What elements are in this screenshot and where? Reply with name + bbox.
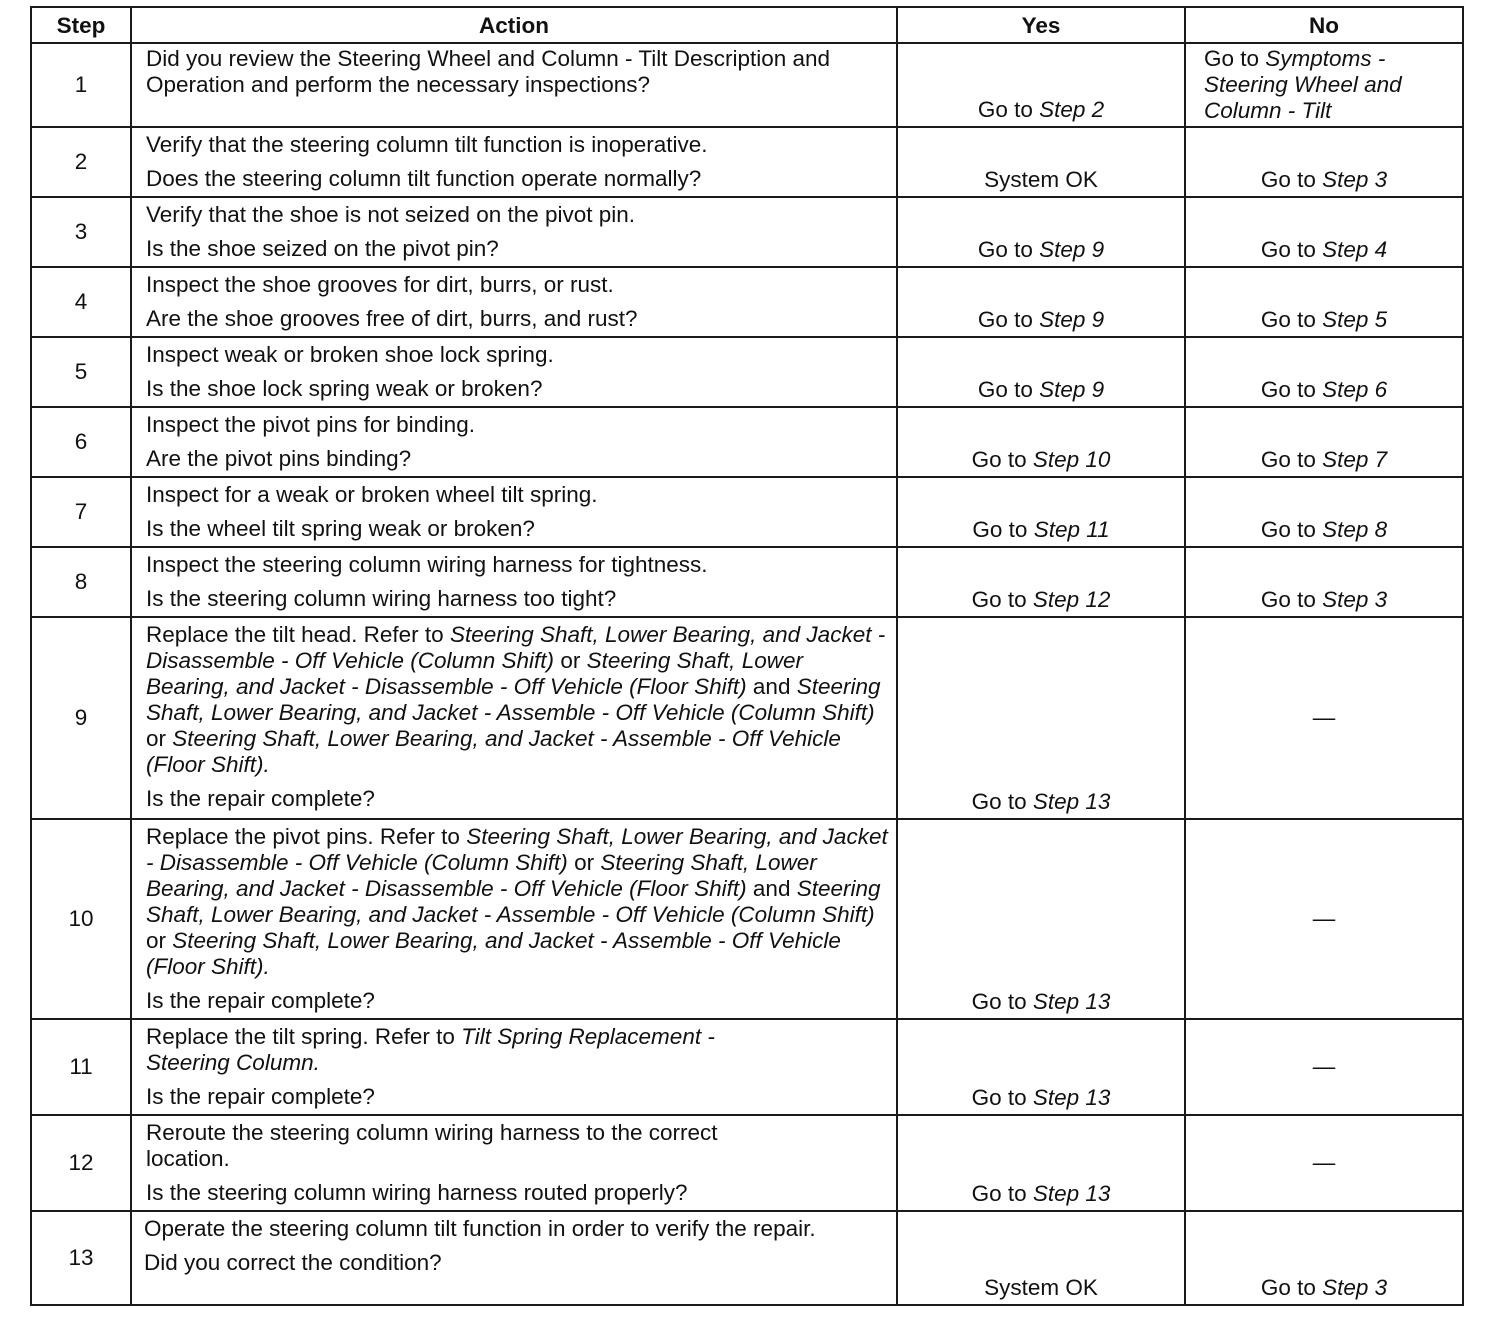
yes-step-link[interactable]: Step 9 (1039, 237, 1105, 262)
action-text: Inspect weak or broken shoe lock spring. (146, 342, 554, 367)
yes-cell (897, 43, 1185, 127)
procedure-link[interactable]: Steering Shaft, Lower Bearing, and Jacket - Disassemble - Off Vehicle (Column Shift) (146, 622, 886, 673)
action-cell (131, 1115, 897, 1211)
action-lead: Replace the tilt head. Refer to (146, 622, 444, 647)
no-cell (1185, 197, 1463, 267)
goto-prefix: Go to (971, 587, 1027, 612)
yes-cell (897, 1019, 1185, 1115)
header-row (31, 7, 1463, 43)
goto-prefix: Go to (977, 307, 1033, 332)
yes-step-link[interactable]: Step 9 (1039, 377, 1105, 402)
table-row (31, 43, 1463, 127)
step-number: 4 (31, 267, 131, 337)
no-cell (1185, 337, 1463, 407)
question-text: Are the pivot pins binding? (146, 446, 412, 471)
action-text: Inspect the steering column wiring harness for tightness. (146, 552, 708, 577)
action-cell (131, 407, 897, 477)
no-cell (1185, 1115, 1463, 1211)
yes-result: System OK (984, 1275, 1098, 1300)
step-number: 11 (31, 1019, 131, 1115)
step-number: 2 (31, 127, 131, 197)
no-step-link[interactable]: Step 3 (1322, 587, 1388, 612)
no-cell (1185, 1019, 1463, 1115)
connector-text: or (146, 726, 167, 751)
question-text: Is the shoe lock spring weak or broken? (146, 376, 543, 401)
action-lead: Replace the tilt spring. Refer to (146, 1024, 455, 1049)
goto-prefix: Go to (1260, 377, 1316, 402)
step-number: 7 (31, 477, 131, 547)
no-cell (1185, 43, 1463, 127)
step-number: 13 (31, 1211, 131, 1305)
no-symptoms-link[interactable]: Symptoms - Steering Wheel and Column - Tilt (1204, 46, 1402, 123)
action-cell (131, 547, 897, 617)
table-row (31, 127, 1463, 197)
procedure-link[interactable]: Steering Shaft, Lower Bearing, and Jacket - Assemble - Off Vehicle (Floor Shift). (146, 928, 841, 979)
yes-cell (897, 337, 1185, 407)
step-number: 8 (31, 547, 131, 617)
table-row (31, 547, 1463, 617)
no-step-link[interactable]: Step 8 (1322, 517, 1388, 542)
goto-prefix: Go to (977, 97, 1033, 122)
no-cell (1185, 617, 1463, 819)
yes-cell (897, 819, 1185, 1019)
table-row (31, 267, 1463, 337)
table-row (31, 477, 1463, 547)
step-number: 10 (31, 819, 131, 1019)
action-text: Reroute the steering column wiring harness to the correct location. (146, 1120, 718, 1171)
yes-cell (897, 197, 1185, 267)
connector-text: or (560, 648, 581, 673)
action-text (146, 824, 888, 980)
connector-text: or (574, 850, 595, 875)
procedure-link[interactable]: Steering Shaft, Lower Bearing, and Jacket - Assemble - Off Vehicle (Floor Shift). (146, 726, 841, 777)
question-text: Is the wheel tilt spring weak or broken? (146, 516, 535, 541)
no-cell (1185, 819, 1463, 1019)
question-text: Are the shoe grooves free of dirt, burrs, and rust? (146, 306, 638, 331)
step-number: 9 (31, 617, 131, 819)
action-cell (131, 617, 897, 819)
goto-prefix: Go to (1260, 587, 1316, 612)
connector-text: and (752, 674, 791, 699)
yes-step-link[interactable]: Step 2 (1039, 97, 1105, 122)
no-cell (1185, 127, 1463, 197)
goto-prefix: Go to (1260, 167, 1316, 192)
step-number: 6 (31, 407, 131, 477)
action-text: Verify that the steering column tilt function is inoperative. (146, 132, 708, 157)
yes-cell (897, 1115, 1185, 1211)
action-cell (131, 337, 897, 407)
no-step-link[interactable]: Step 3 (1322, 1275, 1388, 1300)
action-text: Inspect the pivot pins for binding. (146, 412, 475, 437)
header-no: No (1185, 7, 1463, 43)
yes-cell (897, 1211, 1185, 1305)
not-applicable-dash: — (1312, 1054, 1336, 1079)
action-text: Inspect for a weak or broken wheel tilt spring. (146, 482, 598, 507)
yes-cell (897, 407, 1185, 477)
no-step-link[interactable]: Step 6 (1322, 377, 1388, 402)
yes-step-link[interactable]: Step 13 (1032, 989, 1111, 1014)
no-cell (1185, 267, 1463, 337)
goto-prefix: Go to (1260, 517, 1316, 542)
table-row (31, 1211, 1463, 1305)
goto-prefix: Go to (1260, 307, 1316, 332)
yes-cell (897, 477, 1185, 547)
goto-prefix: Go to (1260, 237, 1316, 262)
table-row (31, 337, 1463, 407)
question-text: Is the shoe seized on the pivot pin? (146, 236, 499, 261)
procedure-link[interactable]: Steering Shaft, Lower Bearing, and Jacket - Assemble - Off Vehicle (Column Shift) (146, 674, 881, 725)
table-row (31, 1019, 1463, 1115)
header-action: Action (131, 7, 897, 43)
yes-cell (897, 127, 1185, 197)
question-text: Is the steering column wiring harness too tight? (146, 586, 617, 611)
goto-prefix: Go to (977, 377, 1033, 402)
step-number: 3 (31, 197, 131, 267)
question-text: Is the repair complete? (146, 786, 375, 811)
table-row (31, 819, 1463, 1019)
yes-step-link[interactable]: Step 13 (1032, 1181, 1111, 1206)
action-cell (131, 267, 897, 337)
yes-cell (897, 547, 1185, 617)
action-text (146, 1024, 888, 1076)
action-text: Verify that the shoe is not seized on the pivot pin. (146, 202, 636, 227)
procedure-link[interactable]: Steering Shaft, Lower Bearing, and Jacket - Disassemble - Off Vehicle (Floor Shift) (146, 850, 817, 901)
header-step: Step (31, 7, 131, 43)
action-text: Did you review the Steering Wheel and Column - Tilt Description and Operation and perform the necessary inspections? (146, 46, 831, 97)
goto-prefix: Go to (971, 1181, 1027, 1206)
not-applicable-dash: — (1312, 1150, 1336, 1175)
goto-prefix: Go to (972, 517, 1028, 542)
no-step-link[interactable]: Step 4 (1322, 237, 1388, 262)
table-row (31, 617, 1463, 819)
no-cell (1185, 1211, 1463, 1305)
procedure-link[interactable]: Steering Shaft, Lower Bearing, and Jacket - Assemble - Off Vehicle (Column Shift) (146, 876, 881, 927)
yes-step-link[interactable]: Step 10 (1032, 447, 1111, 472)
yes-cell (897, 267, 1185, 337)
header-yes: Yes (897, 7, 1185, 43)
table-row (31, 197, 1463, 267)
diagnostic-table (30, 6, 1464, 1306)
goto-prefix: Go to (971, 447, 1027, 472)
action-cell (131, 127, 897, 197)
goto-prefix: Go to (971, 1085, 1027, 1110)
yes-result: System OK (984, 167, 1098, 192)
action-text: Inspect the shoe grooves for dirt, burrs, or rust. (146, 272, 614, 297)
action-lead: Replace the pivot pins. Refer to (146, 824, 460, 849)
action-text: Operate the steering column tilt function in order to verify the repair. (144, 1216, 816, 1241)
action-text (146, 622, 888, 778)
step-number: 5 (31, 337, 131, 407)
not-applicable-dash: — (1312, 906, 1336, 931)
question-text: Did you correct the condition? (144, 1250, 442, 1275)
action-cell (131, 1211, 897, 1305)
question-text: Is the repair complete? (146, 988, 375, 1013)
no-cell (1185, 477, 1463, 547)
no-step-link[interactable]: Step 7 (1322, 447, 1388, 472)
yes-step-link[interactable]: Step 12 (1032, 587, 1111, 612)
action-cell (131, 819, 897, 1019)
goto-prefix: Go to (971, 989, 1027, 1014)
goto-prefix: Go to (1260, 447, 1316, 472)
yes-step-link[interactable]: Step 13 (1032, 1085, 1111, 1110)
question-text: Is the steering column wiring harness routed properly? (146, 1180, 688, 1205)
goto-prefix: Go to (1260, 1275, 1316, 1300)
step-number: 12 (31, 1115, 131, 1211)
procedure-link[interactable]: Steering Shaft, Lower Bearing, and Jacket - Disassemble - Off Vehicle (Floor Shift) (146, 648, 803, 699)
yes-cell (897, 617, 1185, 819)
procedure-link[interactable]: Steering Shaft, Lower Bearing, and Jacket - Disassemble - Off Vehicle (Column Shift) (146, 824, 888, 875)
no-cell (1185, 407, 1463, 477)
yes-step-link[interactable]: Step 13 (1032, 789, 1111, 814)
question-text: Does the steering column tilt function operate normally? (146, 166, 702, 191)
action-cell (131, 1019, 897, 1115)
no-step-link[interactable]: Step 3 (1322, 167, 1388, 192)
question-text: Is the repair complete? (146, 1084, 375, 1109)
yes-step-link[interactable]: Step 9 (1039, 307, 1105, 332)
diagnostic-table-container (30, 6, 1462, 1306)
connector-text: and (752, 876, 791, 901)
table-row (31, 407, 1463, 477)
action-cell (131, 197, 897, 267)
table-row (31, 1115, 1463, 1211)
no-step-link[interactable]: Step 5 (1322, 307, 1388, 332)
no-cell (1185, 547, 1463, 617)
action-cell (131, 43, 897, 127)
connector-text: or (146, 928, 167, 953)
action-cell (131, 477, 897, 547)
yes-step-link[interactable]: Step 11 (1033, 517, 1110, 542)
step-number: 1 (31, 43, 131, 127)
procedure-link[interactable]: Tilt Spring Replacement - Steering Column. (146, 1024, 715, 1075)
goto-prefix: Go to (1204, 46, 1260, 71)
goto-prefix: Go to (977, 237, 1033, 262)
goto-prefix: Go to (971, 789, 1027, 814)
not-applicable-dash: — (1312, 705, 1336, 730)
